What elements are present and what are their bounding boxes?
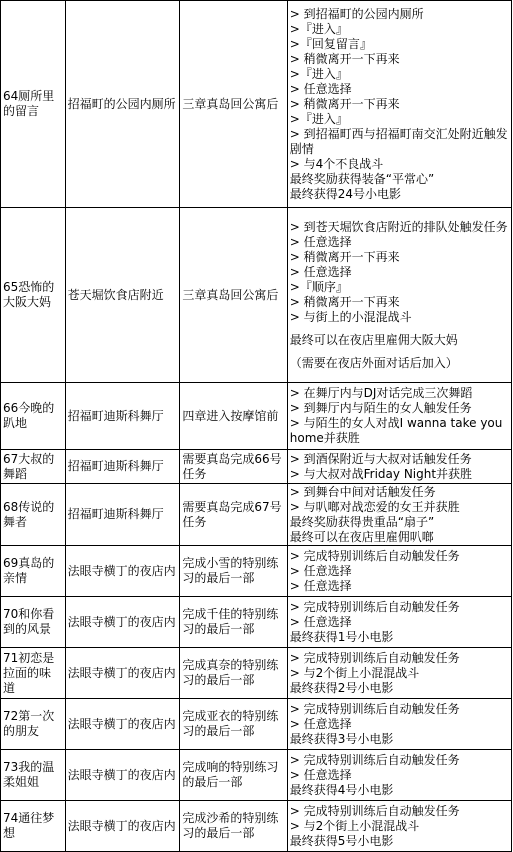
step-line: 最终获得1号小电影 — [289, 629, 394, 644]
step-line: 最终获得5号小电影 — [289, 833, 394, 848]
step-line: > 与陌生的女人对战I wanna take you home并获胜 — [289, 416, 503, 445]
quest-condition: 完成亚衣的特别练习的最后一部 — [180, 699, 287, 750]
table-row — [1, 546, 512, 597]
step-line: 最终获得3号小电影 — [289, 731, 394, 746]
table-row — [1, 484, 512, 546]
quest-location: 法眼寺横丁的夜店内 — [65, 750, 180, 801]
step-line: > 任意选择 — [289, 81, 352, 96]
step-line: > 完成特别训练后自动触发任务 — [289, 599, 460, 614]
quest-location: 法眼寺横丁的夜店内 — [65, 597, 180, 648]
step-line: >『进入』 — [289, 111, 348, 126]
quest-name: 69真岛的亲情 — [1, 546, 66, 597]
quest-name: 66今晚的趴地 — [1, 383, 66, 450]
quest-location: 招福町迪斯科舞厅 — [65, 484, 180, 546]
step-line: 最终可以在夜店里雇佣大阪大妈 — [289, 332, 458, 347]
step-line: > 完成特别训练后自动触发任务 — [289, 548, 460, 563]
step-line: > 与大叔对战Friday Night并获胜 — [289, 466, 473, 481]
quest-condition: 需要真岛完成67号任务 — [180, 484, 287, 546]
table-row — [1, 383, 512, 450]
step-line: > 到舞台中间对话触发任务 — [289, 484, 436, 499]
step-line: >『顺序』 — [289, 279, 348, 294]
quest-condition: 三章真岛回公寓后 — [180, 208, 287, 383]
step-line: > 到苍天堀饮食店附近的排队处触发任务 — [289, 219, 508, 234]
quest-name: 73我的温柔姐姐 — [1, 750, 66, 801]
quest-steps — [287, 484, 511, 546]
quest-condition: 需要真岛完成66号任务 — [180, 450, 287, 484]
step-line: > 任意选择 — [289, 716, 352, 731]
step-line: 最终获得2号小电影 — [289, 680, 394, 695]
quest-location: 法眼寺横丁的夜店内 — [65, 699, 180, 750]
quest-name: 71初恋是拉面的味道 — [1, 648, 66, 699]
quest-table-body — [1, 1, 512, 852]
step-line: >『进入』 — [289, 21, 348, 36]
table-row — [1, 750, 512, 801]
quest-name: 64厕所里的留言 — [1, 1, 66, 208]
step-line: > 完成特别训练后自动触发任务 — [289, 650, 460, 665]
step-line: > 到招福町西与招福町南交汇处附近触发剧情 — [289, 126, 508, 156]
quest-steps — [287, 699, 511, 750]
step-line: > 到舞厅内与陌生的女人触发任务 — [289, 401, 472, 415]
table-row — [1, 648, 512, 699]
quest-steps — [287, 383, 511, 450]
table-row — [1, 208, 512, 383]
step-line — [290, 348, 509, 356]
step-line: > 完成特别训练后自动触发任务 — [289, 803, 460, 818]
step-line: > 稍微离开一下再来 — [289, 51, 400, 66]
quest-steps — [287, 597, 511, 648]
step-line: 最终获得4号小电影 — [289, 782, 394, 797]
quest-location: 招福町迪斯科舞厅 — [65, 450, 180, 484]
quest-location: 法眼寺横丁的夜店内 — [65, 801, 180, 852]
step-line: 最终奖励获得装备“平常心” — [289, 171, 435, 186]
step-line: > 完成特别训练后自动触发任务 — [289, 752, 460, 767]
step-line: 最终可以在夜店里雇佣叭啷 — [289, 529, 434, 544]
quest-condition: 完成小雪的特别练习的最后一部 — [180, 546, 287, 597]
step-line: > 与2个街上小混混战斗 — [289, 818, 420, 833]
quest-location: 招福町迪斯科舞厅 — [65, 383, 180, 450]
step-line: > 任意选择 — [289, 264, 352, 279]
step-line: >『进入』 — [289, 66, 348, 81]
quest-location: 苍天堀饮食店附近 — [65, 208, 180, 383]
table-row — [1, 801, 512, 852]
step-line: >『回复留言』 — [289, 36, 372, 51]
quest-name: 65恐怖的大阪大妈 — [1, 208, 66, 383]
quest-location: 法眼寺横丁的夜店内 — [65, 546, 180, 597]
quest-name: 72第一次的朋友 — [1, 699, 66, 750]
quest-steps — [287, 546, 511, 597]
step-line: > 任意选择 — [289, 767, 352, 782]
quest-condition: 完成真奈的特别练习的最后一部 — [180, 648, 287, 699]
step-line: > 任意选择 — [289, 614, 352, 629]
quest-steps — [287, 450, 511, 484]
quest-steps — [287, 648, 511, 699]
quest-name: 68传说的舞者 — [1, 484, 66, 546]
step-line: > 任意选择 — [289, 234, 352, 249]
quest-location: 法眼寺横丁的夜店内 — [65, 648, 180, 699]
quest-condition: 完成沙希的特别练习的最后一部 — [180, 801, 287, 852]
step-line: > 任意选择 — [289, 563, 352, 578]
step-line: > 任意选择 — [289, 578, 352, 593]
step-line — [290, 325, 509, 333]
quest-location: 招福町的公园内厕所 — [65, 1, 180, 208]
table-row — [1, 699, 512, 750]
quest-steps — [287, 750, 511, 801]
step-line: （需要在夜店外面对话后加入） — [289, 355, 458, 370]
quest-condition: 完成响的特别练习的最后一部 — [180, 750, 287, 801]
step-line: > 稍微离开一下再来 — [289, 294, 400, 309]
step-line: > 在舞厅内与DJ对话完成三次舞蹈 — [289, 386, 473, 400]
step-line: > 与叭啷对战恋爱的女王并获胜 — [289, 499, 460, 514]
quest-condition: 完成千佳的特别练习的最后一部 — [180, 597, 287, 648]
quest-name: 74通往梦想 — [1, 801, 66, 852]
quest-condition: 四章进入按摩馆前 — [180, 383, 287, 450]
step-line: > 与2个街上小混混战斗 — [289, 665, 420, 680]
quest-condition: 三章真岛回公寓后 — [180, 1, 287, 208]
step-line: > 到酒保附近与大叔对话触发任务 — [289, 451, 472, 466]
quest-steps — [287, 1, 511, 208]
quest-name: 70和你看到的风景 — [1, 597, 66, 648]
step-line: > 完成特别训练后自动触发任务 — [289, 701, 460, 716]
step-line: > 稍微离开一下再来 — [289, 249, 400, 264]
table-row — [1, 1, 512, 208]
step-line: > 与4个不良战斗 — [289, 156, 384, 171]
step-line: 最终奖励获得贵重品“扇子” — [289, 514, 435, 529]
step-line: 最终获得24号小电影 — [289, 186, 402, 201]
quest-steps — [287, 208, 511, 383]
quest-steps — [287, 801, 511, 852]
table-row — [1, 450, 512, 484]
step-line: > 与街上的小混混战斗 — [289, 309, 412, 324]
step-line: > 到招福町的公园内厕所 — [289, 6, 424, 21]
table-row — [1, 597, 512, 648]
step-line: > 稍微离开一下再来 — [289, 96, 400, 111]
quest-name: 67大叔的舞蹈 — [1, 450, 66, 484]
